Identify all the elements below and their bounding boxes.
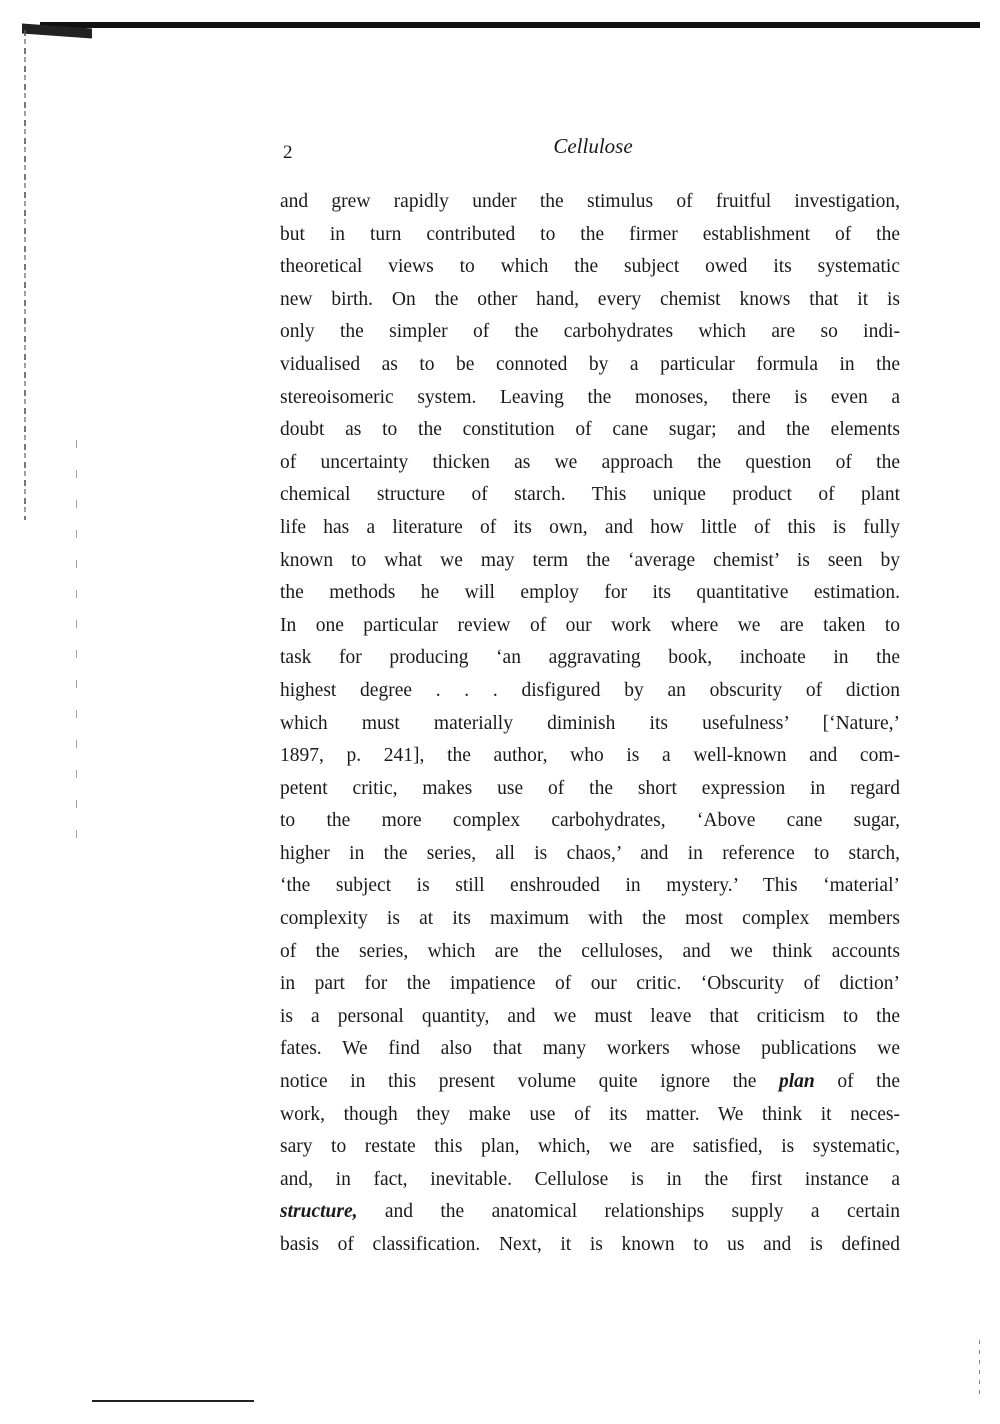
text-line: new birth. On the other hand, every chemist knows that it is [280,288,900,310]
text-line: task for producing ‘an aggravating book, inchoate in the [280,647,900,669]
text-line: doubt as to the constitution of cane sugar; and the elements [280,419,900,441]
text-segment: of the [837,1071,900,1093]
text-line: of the series, which are the celluloses, and we think accounts [280,940,900,962]
text-line: petent critic, makes use of the short expression in regard [280,777,900,799]
text-line: and grew rapidly under the stimulus of fruitful investigation, [280,191,900,212]
text-line: fates. We find also that many workers whose publications we [280,1038,900,1060]
text-line: In one particular review of our work where we are taken to [280,614,900,636]
text-line: and, in fact, inevitable. Cellulose is in the first instance a [280,1168,900,1190]
text-line: higher in the series, all is chaos,’ and in reference to starch, [280,842,900,864]
text-line: highest degree . . . disfigured by an obscurity of diction [280,679,900,701]
emphasized-word: plan [779,1071,815,1093]
running-title: Cellulose [553,134,633,158]
text-line [280,1196,900,1229]
text-line: the methods he will employ for its quantitative estimation. [280,582,900,604]
page-header [283,134,903,168]
page-number: 2 [283,142,293,163]
text-line: known to what we may term the ‘average chemist’ is seen by [280,549,900,571]
text-line: theoretical views to which the subject owed its systematic [280,256,900,278]
text-line: which must materially diminish its usefulness’ [‘Nature,’ [280,712,900,734]
top-scan-rule [40,22,980,28]
text-segment: notice in this present volume quite ignore the [280,1071,757,1093]
right-margin-marks [979,1340,980,1400]
gutter-scan-marks-inner [76,440,77,860]
text-segment: and the anatomical relationships supply a certain [384,1201,900,1223]
text-line: 1897, p. 241], the author, who is a well-known and com- [280,745,900,767]
text-line: is a personal quantity, and we must leave that criticism to the [280,1005,900,1027]
text-line: only the simpler of the carbohydrates which are so indi- [280,321,900,343]
text-line: in part for the impatience of our critic. ‘Obscurity of diction’ [280,973,900,995]
text-line: stereoisomeric system. Leaving the monoses, there is even a [280,386,900,408]
text-line: basis of classification. Next, it is known to us and is defined [280,1234,900,1255]
text-line: but in turn contributed to the firmer establishment of the [280,223,900,245]
body-text [280,186,900,1262]
text-line: work, though they make use of its matter. We think it neces- [280,1103,900,1125]
text-line [280,1066,900,1099]
emphasized-word: structure, [280,1201,358,1223]
bottom-scan-rule [92,1400,254,1402]
text-line: complexity is at its maximum with the most complex members [280,908,900,930]
gutter-scan-marks [24,30,26,520]
text-line: chemical structure of starch. This unique product of plant [280,484,900,506]
text-line: of uncertainty thicken as we approach the question of the [280,451,900,473]
text-line: life has a literature of its own, and how little of this is fully [280,516,900,538]
text-line: ‘the subject is still enshrouded in mystery.’ This ‘material’ [280,875,900,897]
text-line: to the more complex carbohydrates, ‘Above cane sugar, [280,810,900,832]
text-line: vidualised as to be connoted by a particular formula in the [280,353,900,375]
text-line: sary to restate this plan, which, we are satisfied, is systematic, [280,1136,900,1158]
